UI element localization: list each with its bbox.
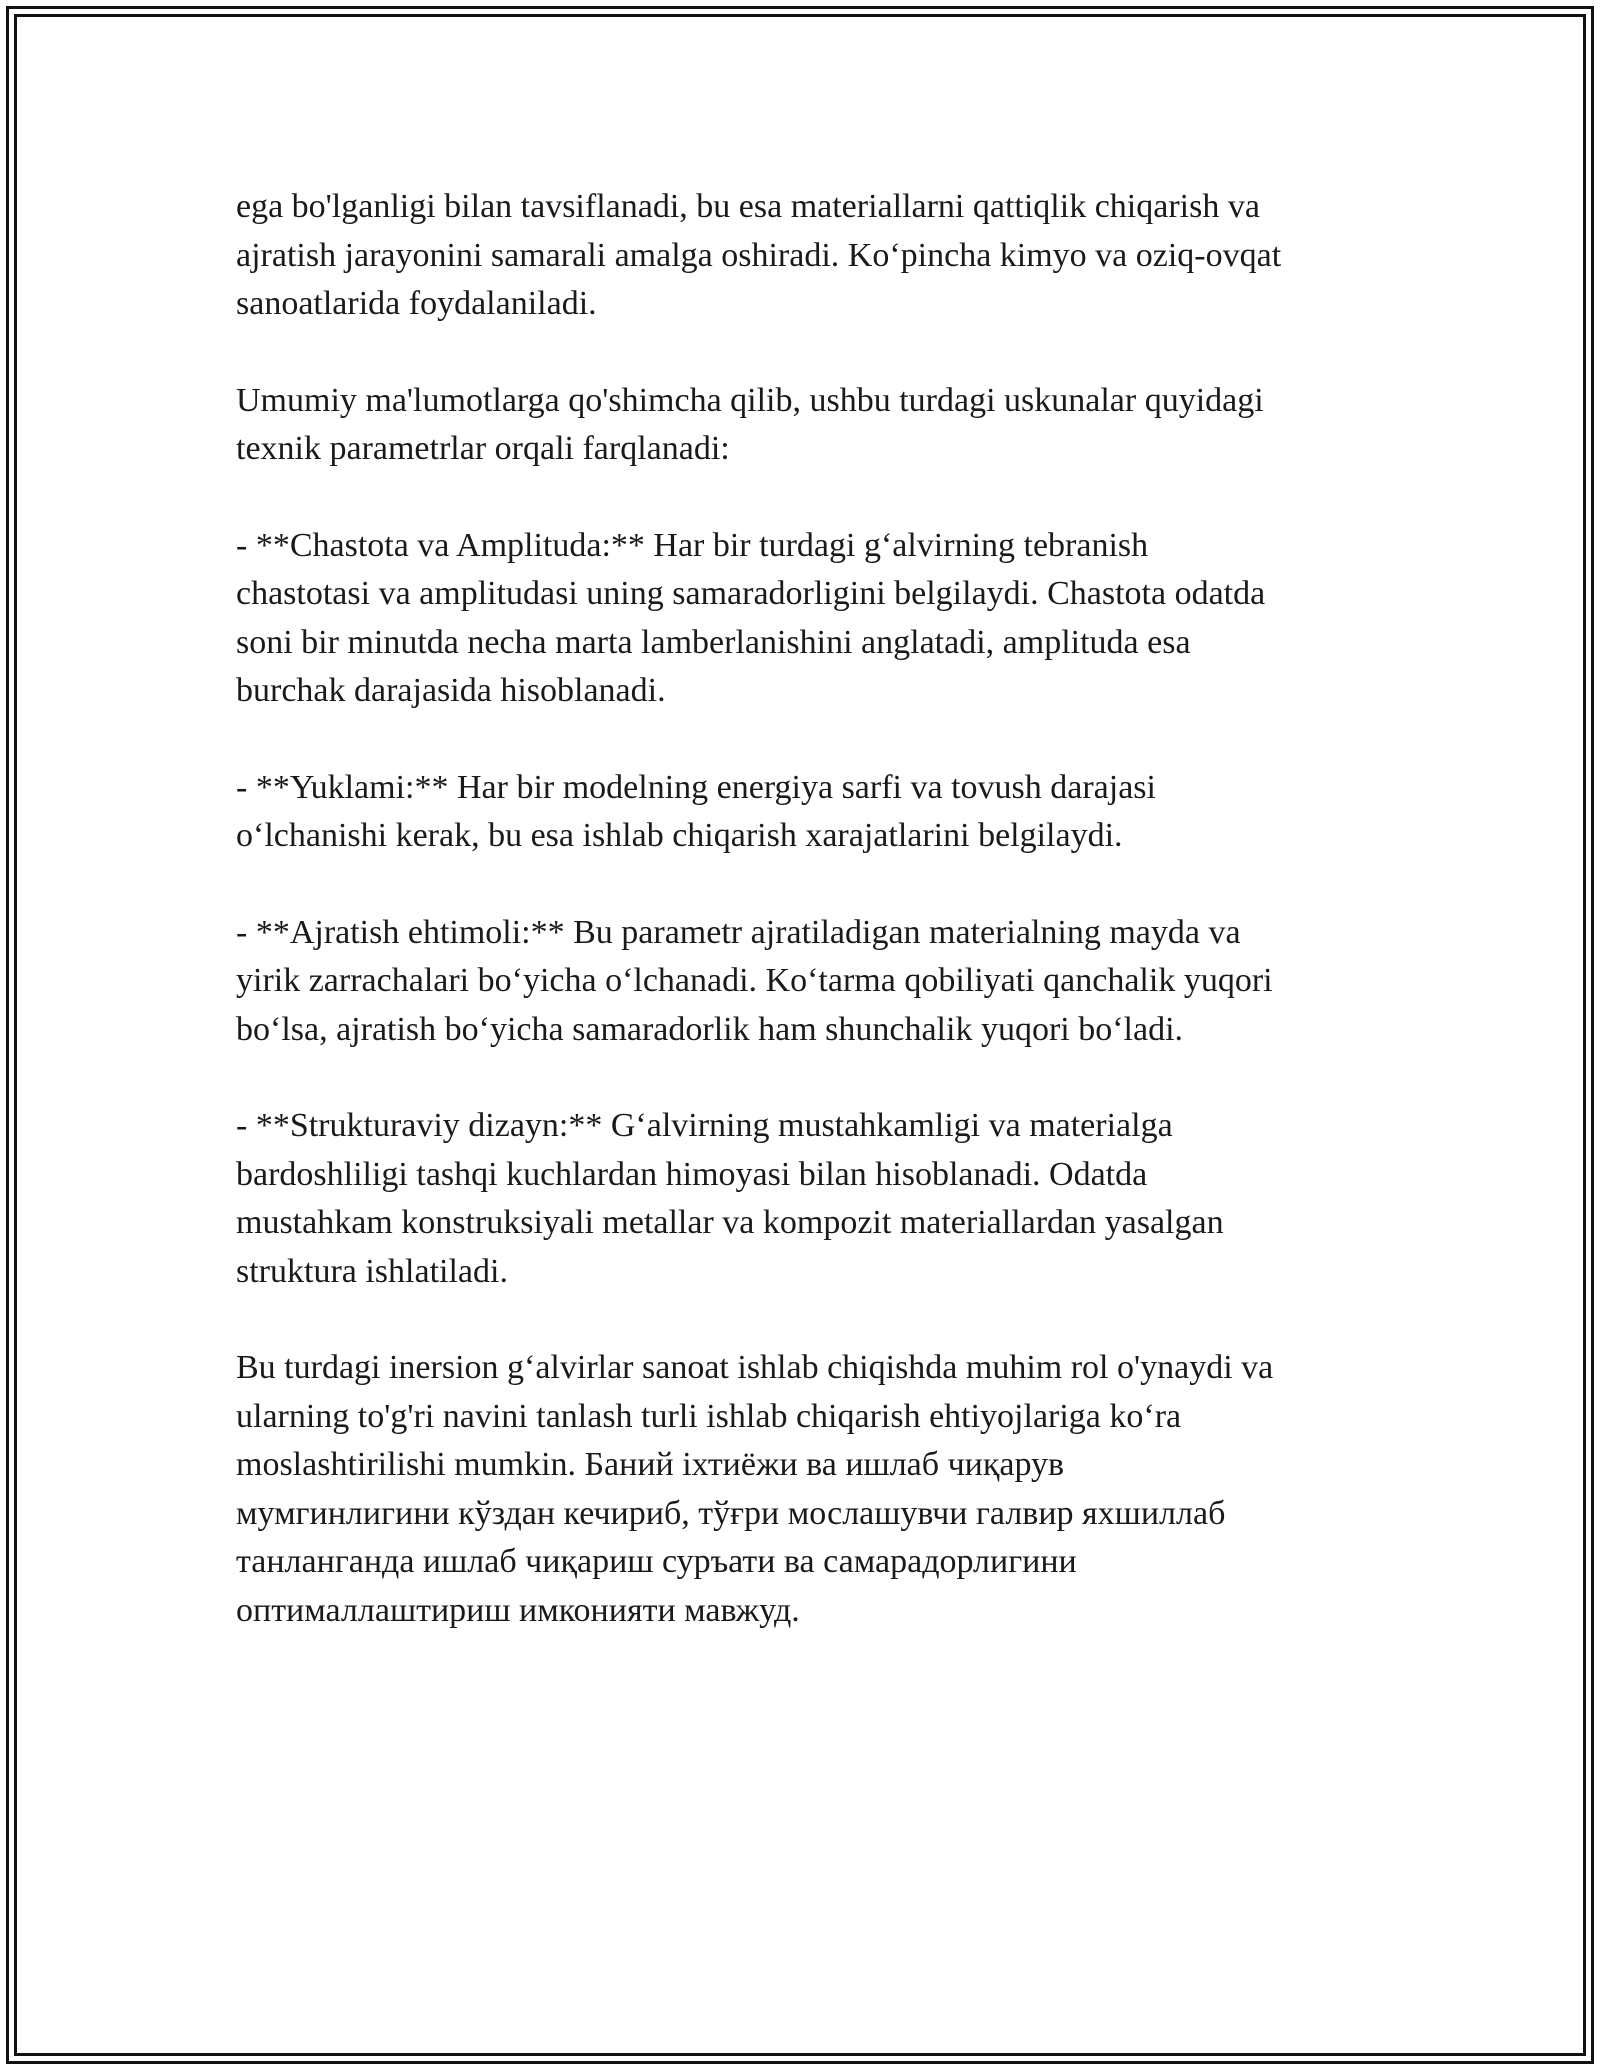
list-item-separation-probability: - **Ajratish ehtimoli:** Bu parametr ajratiladigan materialning mayda va yirik zarrachalari bo‘yicha o‘lchanadi. Ko‘tarma qobiliyati qanchalik yuqori bo‘lsa, ajratish bo‘yicha samaradorlik ham shunchalik yuqori bo‘ladi. (236, 913, 1273, 1048)
list-item-structural-design: - **Strukturaviy dizayn:** G‘alvirning mustahkamligi va materialga bardoshliligi tashqi kuchlardan himoyasi bilan hisoblanadi. Odatda mustahkam konstruksiyali metallar va kompozit materiallardan yasalgan struktura ishlatiladi. (236, 1107, 1224, 1290)
list-item-load: - **Yuklami:** Har bir modelning energiya sarfi va tovush darajasi o‘lchanishi kerak, bu esa ishlab chiqarish xarajatlarini belgilaydi. (236, 768, 1156, 854)
paragraph-conclusion: Bu turdagi inersion g‘alvirlar sanoat ishlab chiqishda muhim rol o'ynaydi va ularning to'g'ri navini tanlash turli ishlab chiqarish ehtiyojlariga ko‘ra moslashtirilishi mumkin. Баний іхтиёжи ва ишлаб чиқарув мумгинлигини кўздан кечириб, тўғри мослашувчи галвир яхшиллаб танланганда ишлаб чиқариш суръати ва самарадорлигини оптималлаштириш имконияти мавжуд. (236, 1349, 1274, 1629)
paragraph-parameters-intro: Umumiy ma'lumotlarga qo'shimcha qilib, ushbu turdagi uskunalar quyidagi texnik parametrlar orqali farqlanadi: (236, 381, 1264, 467)
list-item-frequency-amplitude: - **Chastota va Amplituda:** Har bir turdagi g‘alvirning tebranish chastotasi va amplitudasi uning samaradorligini belgilaydi. Chastota odatda soni bir minutda necha marta lamberlanishini anglatadi, amplituda esa burchak darajasida hisoblanadi. (236, 526, 1266, 709)
paragraph-intro-continuation: ega bo'lganligi bilan tavsiflanadi, bu esa materiallarni qattiqlik chiqarish va ajratish jarayonini samarali amalga oshiradi. Ko‘pincha kimyo va oziq-ovqat sanoatlarida foydalaniladi. (236, 188, 1282, 322)
document-body (236, 183, 1406, 1683)
